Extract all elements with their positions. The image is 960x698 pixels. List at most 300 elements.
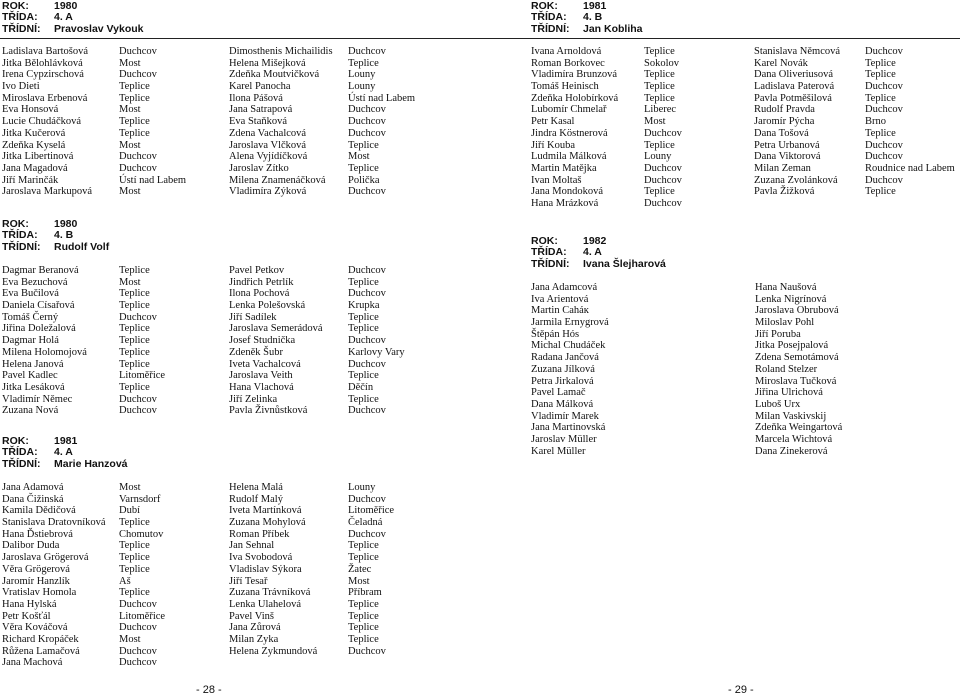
student-town: Teplice: [644, 46, 675, 57]
student-name: Jana Mondoková: [531, 186, 604, 198]
student-entry: [531, 198, 754, 210]
student-town: Litoměřice: [119, 610, 166, 622]
student-name: Eva Honsová: [2, 104, 59, 116]
student-town: Duchcov: [348, 358, 386, 370]
student-town: Teplice: [119, 81, 150, 93]
student-name: Petr Kasal: [531, 116, 575, 128]
student-name: Jaroslava Markupová: [2, 186, 93, 198]
trida-value: 4. B: [54, 229, 74, 242]
student-town: Teplice: [119, 587, 150, 599]
student-entry: [229, 46, 458, 58]
student-entry: [229, 151, 458, 163]
student-entry: [754, 186, 960, 198]
student-name: Petra Urbanová: [754, 139, 820, 151]
student-name: Helena Malá: [229, 482, 283, 493]
student-town: Teplice: [119, 552, 150, 564]
student-entry: [755, 434, 842, 446]
student-town: Teplice: [348, 57, 379, 69]
student-entry: [229, 552, 458, 564]
student-name: Luboš Urx: [755, 398, 801, 410]
student-name: Vladimíra Brunzová: [531, 69, 618, 81]
student-entry: [229, 69, 458, 81]
student-name: Zdena Semotámová: [755, 352, 839, 364]
student-entry: [755, 340, 842, 352]
student-name: Jaroslava Veith: [229, 370, 293, 382]
student-entry: [2, 646, 229, 658]
student-name: Roman Borkovec: [531, 57, 605, 69]
student-name: Jana Adamcová: [531, 282, 598, 293]
student-name: Ilona Pochová: [229, 288, 290, 300]
page-divider-line: [0, 38, 960, 39]
student-name: Roland Stelzer: [755, 363, 818, 375]
student-name: Zdeněk Šubr: [229, 346, 283, 358]
student-column: [229, 265, 458, 417]
student-name: Jana Adamová: [2, 482, 64, 493]
student-town: Most: [119, 104, 141, 116]
student-entry: [2, 265, 229, 277]
student-name: Helena Mišejková: [229, 57, 306, 69]
student-entry: [229, 370, 458, 382]
student-town: Louny: [644, 151, 672, 163]
student-name: Vladimír Němec: [2, 393, 73, 405]
student-name: Jiří Tesař: [229, 575, 268, 587]
student-name: Jan Sehnal: [229, 540, 275, 552]
student-town: Teplice: [119, 540, 150, 552]
student-name: Jitka Libertinová: [2, 151, 74, 163]
student-entry: [229, 359, 458, 371]
student-entry: [2, 494, 229, 506]
student-town: Litoměřice: [348, 505, 395, 517]
student-entry: [2, 622, 229, 634]
student-town: Duchcov: [348, 116, 386, 128]
student-entry: [531, 364, 755, 376]
student-entry: [229, 382, 458, 394]
student-entry: [229, 81, 458, 93]
student-town: Duchcov: [119, 311, 157, 323]
student-name: Iveta Vachalcová: [229, 358, 301, 370]
student-name: Hana Hylská: [2, 598, 57, 610]
student-entry: [229, 611, 458, 623]
student-town: Duchcov: [644, 162, 682, 174]
student-name: Michal Chudáček: [531, 340, 606, 352]
student-entry: [755, 317, 842, 329]
student-name: Věra Grögerová: [2, 563, 70, 575]
student-entry: [2, 104, 229, 116]
student-entry: [229, 265, 458, 277]
student-town: Duchcov: [348, 127, 386, 139]
student-name: Milena Znamenáčková: [229, 174, 326, 186]
student-entry: [531, 140, 754, 152]
student-name: Ivo Dieti: [2, 81, 40, 93]
student-town: Teplice: [644, 81, 675, 93]
class-header-1980-a: [2, 1, 144, 35]
student-entry: [229, 58, 458, 70]
student-entry: [2, 611, 229, 623]
student-name: Zuzana Nová: [2, 405, 59, 417]
student-name: Irena Cypzirschová: [2, 69, 84, 81]
student-name: Iveta Martínková: [229, 505, 302, 517]
student-name: Dagmar Holá: [2, 335, 59, 347]
student-entry: [2, 128, 229, 140]
student-entry: [755, 446, 842, 458]
tridni-value: Rudolf Volf: [54, 240, 110, 253]
student-entry: [754, 116, 960, 128]
student-name: Vratislav Homola: [2, 587, 77, 599]
student-entry: [229, 323, 458, 335]
student-town: Teplice: [348, 610, 379, 622]
student-town: Teplice: [348, 393, 379, 405]
student-entry: [229, 175, 458, 187]
student-town: Most: [119, 276, 141, 288]
student-name: Jitka Posejpalová: [755, 340, 829, 352]
student-entry: [2, 335, 229, 347]
student-name: Kamila Dědičová: [2, 505, 76, 517]
student-entry: [2, 587, 229, 599]
student-name: Jitka Bělohlávková: [2, 57, 83, 69]
rok-value: 1981: [54, 435, 78, 447]
rok-value: 1980: [54, 0, 78, 12]
student-town: Teplice: [865, 92, 896, 104]
student-town: Teplice: [119, 381, 150, 393]
rok-label: ROK:: [2, 0, 29, 12]
rok-label: ROK:: [2, 218, 29, 230]
class-header-1980-b: [2, 219, 109, 253]
student-name: Dana Oliveriusová: [754, 69, 834, 81]
student-table-1980-b: [2, 265, 458, 417]
student-table-1981-b: [531, 46, 960, 210]
student-town: Duchcov: [865, 46, 903, 57]
student-entry: [2, 58, 229, 70]
student-town: Teplice: [119, 563, 150, 575]
student-name: Ladislava Bartošová: [2, 46, 89, 57]
student-entry: [229, 312, 458, 324]
student-entry: [755, 305, 842, 317]
trida-label: TŘÍDA:: [2, 229, 38, 242]
student-town: Most: [119, 633, 141, 645]
student-entry: [531, 411, 755, 423]
student-entry: [755, 282, 842, 294]
student-town: Most: [644, 116, 666, 128]
student-town: Teplice: [348, 162, 379, 174]
student-entry: [755, 411, 842, 423]
rok-value: 1982: [583, 235, 607, 247]
student-town: Most: [119, 186, 141, 198]
student-entry: [754, 104, 960, 116]
student-entry: [229, 505, 458, 517]
student-entry: [2, 288, 229, 300]
student-town: Duchcov: [865, 174, 903, 186]
student-name: Hana Mrázková: [531, 197, 599, 209]
student-entry: [531, 352, 755, 364]
student-town: Duchcov: [644, 127, 682, 139]
student-town: Louny: [348, 482, 376, 493]
student-name: Stanislava Dratovníková: [2, 517, 106, 529]
student-entry: [229, 104, 458, 116]
student-entry: [531, 329, 755, 341]
rok-value: 1981: [583, 0, 607, 12]
student-name: Eva Bezuchová: [2, 276, 68, 288]
class-header-1981-a: [2, 436, 128, 470]
student-entry: [229, 634, 458, 646]
student-entry: [531, 317, 755, 329]
tridni-value: Marie Hanzová: [54, 457, 128, 470]
student-entry: [754, 175, 960, 187]
student-name: Vladimíra Zýková: [229, 186, 307, 198]
student-town: Sokolov: [644, 57, 680, 69]
student-town: Duchcov: [119, 405, 157, 417]
student-town: Duchcov: [348, 528, 386, 540]
student-town: Duchcov: [348, 493, 386, 505]
student-name: Hana Naušová: [755, 282, 817, 293]
student-town: Teplice: [119, 92, 150, 104]
student-name: Rudolf Malý: [229, 493, 283, 505]
student-entry: [531, 58, 754, 70]
student-name: Jiří Marinčák: [2, 174, 59, 186]
student-name: Pavel Vinš: [229, 610, 274, 622]
student-town: Duchcov: [644, 174, 682, 186]
student-table-1982-a: [531, 282, 842, 457]
student-name: Eva Staňková: [229, 116, 288, 128]
student-town: Teplice: [348, 276, 379, 288]
student-entry: [755, 329, 842, 341]
student-name: Štěpán Hós: [531, 328, 580, 340]
student-name: Milan Zyka: [229, 633, 279, 645]
student-town: Teplice: [348, 139, 379, 151]
student-entry: [229, 186, 458, 198]
student-town: Teplice: [119, 517, 150, 529]
student-entry: [2, 576, 229, 588]
student-name-column: [531, 282, 755, 457]
student-town: Teplice: [865, 57, 896, 69]
student-name: Růžena Lamačová: [2, 645, 80, 657]
student-town: Teplice: [119, 127, 150, 139]
student-town: Teplice: [348, 598, 379, 610]
student-town: Brno: [865, 116, 886, 128]
student-name: Vladimír Marek: [531, 410, 599, 422]
student-entry: [2, 370, 229, 382]
student-town: Teplice: [348, 540, 379, 552]
student-entry: [531, 434, 755, 446]
student-name: Jaroslav Zítko: [229, 162, 289, 174]
trida-value: 4. A: [54, 446, 73, 459]
student-entry: [2, 359, 229, 371]
student-entry: [755, 376, 842, 388]
student-entry: [755, 364, 842, 376]
student-name: Jiří Sadílek: [229, 311, 277, 323]
student-name: Helena Zykmundová: [229, 645, 318, 657]
student-name: Iva Svobodová: [229, 552, 293, 564]
student-name: Daniela Císařová: [2, 300, 75, 312]
student-town: Ústí nad Labem: [348, 92, 416, 104]
student-entry: [2, 163, 229, 175]
student-entry: [229, 529, 458, 541]
student-entry: [755, 294, 842, 306]
student-town: Duchcov: [348, 186, 386, 198]
student-entry: [229, 277, 458, 289]
student-name: Jitka Kučerová: [2, 127, 66, 139]
student-town: Duchcov: [119, 162, 157, 174]
student-entry: [755, 352, 842, 364]
student-town: Duchcov: [348, 335, 386, 347]
student-entry: [2, 405, 229, 417]
student-name: Miroslava Tučková: [755, 375, 837, 387]
student-column: [2, 265, 229, 417]
student-table-1980-a: [2, 46, 458, 198]
student-name: Dalibor Duda: [2, 540, 60, 552]
student-entry: [2, 599, 229, 611]
student-name: Jiří Poruba: [755, 328, 801, 340]
trida-label: TŘÍDA:: [2, 446, 38, 459]
trida-label: TŘÍDA:: [531, 11, 567, 24]
student-name: Hana Ďstiebrová: [2, 528, 73, 540]
trida-label: TŘÍDA:: [2, 11, 38, 24]
student-name: Zdeňka Moutvičková: [229, 69, 320, 81]
student-name: Jaroslava Vlčková: [229, 139, 307, 151]
student-town: Most: [348, 151, 370, 163]
student-town: Teplice: [644, 92, 675, 104]
student-entry: [531, 46, 754, 58]
student-name: Zdeňka Weingartová: [755, 422, 843, 434]
student-town: Varnsdorf: [119, 493, 161, 505]
student-town: Teplice: [348, 311, 379, 323]
student-town: Louny: [348, 69, 376, 81]
student-entry: [531, 282, 755, 294]
student-entry: [2, 382, 229, 394]
student-town: Teplice: [644, 139, 675, 151]
student-column: [2, 46, 229, 198]
student-town: Teplice: [865, 186, 896, 198]
student-name: Eva Bučilová: [2, 288, 59, 300]
student-entry: [755, 422, 842, 434]
student-entry: [2, 552, 229, 564]
student-entry: [229, 93, 458, 105]
student-entry: [2, 46, 229, 58]
student-name: Karel Panocha: [229, 81, 291, 93]
student-town: Duchcov: [119, 393, 157, 405]
student-name: Jaroslava Obrubová: [755, 305, 839, 317]
student-name: Ivana Arnoldová: [531, 46, 602, 57]
student-town: Teplice: [865, 127, 896, 139]
student-name: Iva Arientová: [531, 293, 589, 305]
student-entry: [755, 387, 842, 399]
student-town: Louny: [348, 81, 376, 93]
student-entry: [754, 151, 960, 163]
student-column: [2, 482, 229, 669]
student-name: Stanislava Němcová: [754, 46, 841, 57]
student-town: Duchcov: [119, 657, 157, 669]
student-name: Zuzana Trávníková: [229, 587, 311, 599]
student-town: Most: [119, 57, 141, 69]
student-name: Jiří Zelinka: [229, 393, 278, 405]
student-entry: [2, 323, 229, 335]
student-entry: [531, 446, 755, 458]
student-entry: [229, 494, 458, 506]
student-entry: [229, 300, 458, 312]
student-town: Duchcov: [348, 405, 386, 417]
tridni-label: TŘÍDNÍ:: [2, 240, 41, 253]
student-entry: [531, 376, 755, 388]
student-town: Děčín: [348, 381, 374, 393]
student-name: Dimosthenis Michailidis: [229, 46, 333, 57]
student-town: Duchcov: [865, 139, 903, 151]
student-town: Teplice: [119, 265, 150, 276]
student-name: Pavla Potměšilová: [754, 92, 832, 104]
student-town: Teplice: [348, 370, 379, 382]
student-name: Ivan Moltaš: [531, 174, 582, 186]
student-entry: [2, 482, 229, 494]
student-name: Dana Tošová: [754, 127, 809, 139]
student-name-column: [755, 282, 842, 457]
student-column: [531, 46, 754, 210]
student-name: Ladislava Paterová: [754, 81, 835, 93]
student-entry: [229, 405, 458, 417]
student-name: Jaroslava Grögerová: [2, 552, 89, 564]
student-name: Pavel Kadlec: [2, 370, 58, 382]
student-entry: [2, 186, 229, 198]
student-entry: [229, 288, 458, 300]
student-name: Jitka Lesáková: [2, 381, 65, 393]
student-town: Duchcov: [119, 622, 157, 634]
student-entry: [2, 634, 229, 646]
student-town: Žatec: [348, 563, 372, 575]
student-town: Duchcov: [119, 151, 157, 163]
tridni-label: TŘÍDNÍ:: [531, 22, 570, 35]
rok-value: 1980: [54, 218, 78, 230]
student-town: Ústí nad Labem: [119, 174, 187, 186]
student-entry: [229, 335, 458, 347]
student-name: Petra Jirkalová: [531, 375, 594, 387]
student-town: Teplice: [119, 335, 150, 347]
student-entry: [229, 622, 458, 634]
student-name: Miloslav Pohl: [755, 317, 815, 329]
student-town: Teplice: [119, 300, 150, 312]
student-column: [229, 482, 458, 669]
student-entry: [2, 505, 229, 517]
student-name: Tomáš Černý: [2, 311, 59, 323]
class-header-1981-b: [531, 1, 643, 35]
student-town: Polička: [348, 174, 380, 186]
student-name: Jaroslava Semerádová: [229, 323, 323, 335]
student-name: Rudolf Pravda: [754, 104, 815, 116]
student-entry: [229, 347, 458, 359]
student-town: Most: [119, 482, 141, 493]
student-entry: [2, 657, 229, 669]
student-entry: [2, 140, 229, 152]
student-entry: [531, 305, 755, 317]
student-town: Most: [348, 575, 370, 587]
class-header-1982-a: [531, 236, 666, 270]
student-name: Josef Studnička: [229, 335, 296, 347]
student-town: Chomutov: [119, 528, 164, 540]
student-town: Duchcov: [119, 645, 157, 657]
student-name: Jarmila Ernygrová: [531, 317, 609, 329]
student-entry: [2, 175, 229, 187]
student-name: Lenka Nigrínová: [755, 293, 827, 305]
student-town: Čeladná: [348, 517, 383, 529]
trida-value: 4. B: [583, 11, 603, 24]
student-name: Pavla Živnůstková: [229, 405, 308, 417]
student-name: Milan Zeman: [754, 162, 811, 174]
student-name: Pavel Lamač: [531, 387, 586, 399]
student-town: Teplice: [119, 116, 150, 128]
student-entry: [229, 599, 458, 611]
student-town: Duchcov: [865, 151, 903, 163]
student-town: Litoměřice: [119, 370, 166, 382]
student-town: Dubí: [119, 505, 140, 517]
student-entry: [531, 69, 754, 81]
student-entry: [229, 128, 458, 140]
tridni-value: Jan Kobliha: [583, 22, 643, 35]
